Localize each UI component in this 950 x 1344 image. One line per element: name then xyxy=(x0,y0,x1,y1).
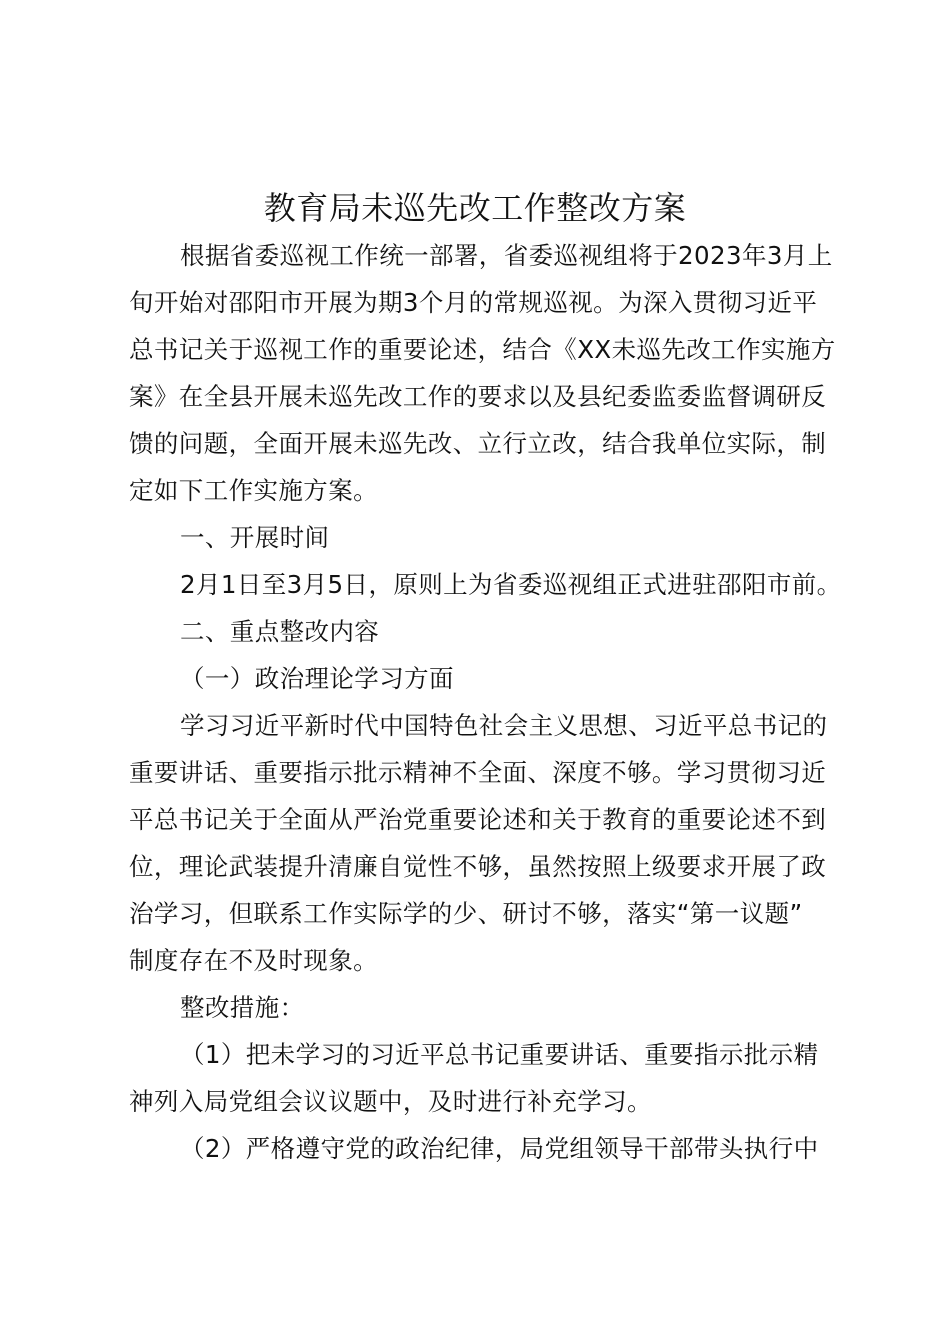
paragraph-line: 旬开始对邵阳市开展为期3个月的常规巡视。为深入贯彻习近平 xyxy=(129,288,818,317)
paragraph-line: 神列入局党组会议议题中，及时进行补充学习。 xyxy=(129,1087,652,1116)
section-heading: 二、重点整改内容 xyxy=(180,617,380,646)
document-title: 教育局未巡先改工作整改方案 xyxy=(263,189,687,227)
paragraph-line: 重要讲话、重要指示批示精神不全面、深度不够。学习贯彻习近 xyxy=(129,758,827,787)
section-heading: 一、开展时间 xyxy=(180,523,330,552)
subsection-heading: （一）政治理论学习方面 xyxy=(180,664,454,693)
paragraph-line: 治学习，但联系工作实际学的少、研讨不够，落实“第一议题” xyxy=(129,899,803,928)
paragraph-line: （2）严格遵守党的政治纪律，局党组领导干部带头执行中 xyxy=(180,1134,819,1163)
paragraph-line: 位，理论武装提升清廉自觉性不够，虽然按照上级要求开展了政 xyxy=(129,852,827,881)
paragraph-line: 制度存在不及时现象。 xyxy=(129,946,378,975)
paragraph-line: 学习习近平新时代中国特色社会主义思想、习近平总书记的 xyxy=(180,711,828,740)
paragraph-line: 案》在全县开展未巡先改工作的要求以及县纪委监委监督调研反 xyxy=(129,382,827,411)
paragraph-line: 根据省委巡视工作统一部署，省委巡视组将于2023年3月上 xyxy=(180,241,833,270)
paragraph-line: （1）把未学习的习近平总书记重要讲话、重要指示批示精 xyxy=(180,1040,819,1069)
paragraph-line: 馈的问题，全面开展未巡先改、立行立改，结合我单位实际，制 xyxy=(129,429,827,458)
paragraph-line: 平总书记关于全面从严治党重要论述和关于教育的重要论述不到 xyxy=(129,805,827,834)
paragraph-line: 总书记关于巡视工作的重要论述，结合《XX未巡先改工作实施方 xyxy=(129,335,836,364)
paragraph-line: 2月1日至3月5日，原则上为省委巡视组正式进驻邵阳市前。 xyxy=(180,570,842,599)
measures-heading: 整改措施： xyxy=(180,993,305,1022)
paragraph-line: 定如下工作实施方案。 xyxy=(129,476,378,505)
